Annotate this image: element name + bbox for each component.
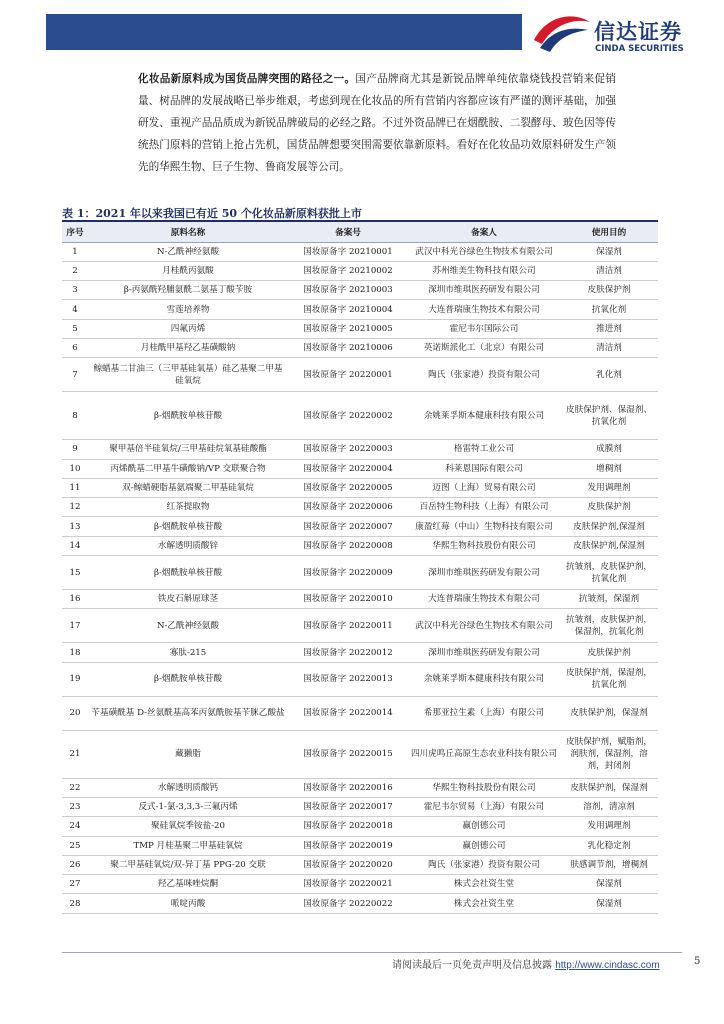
table-row [62, 319, 658, 338]
record-number: 国妆原备字 20220004 [288, 459, 408, 478]
header-cell: 原料名称 [88, 222, 288, 242]
intro-paragraph [138, 68, 616, 178]
row-number: 3 [62, 281, 88, 300]
material-name: 月桂酰甲基羟乙基磺酸钠 [88, 338, 288, 357]
usage-purpose: 发用调理剂 [560, 478, 658, 497]
usage-purpose: 抗皱剂，皮肤保护剂，保湿剂，抗氧化剂 [560, 609, 658, 643]
record-number: 国妆原备字 20220007 [288, 517, 408, 536]
row-number: 12 [62, 498, 88, 517]
row-number: 7 [62, 358, 88, 392]
record-number: 国妆原备字 20220014 [288, 696, 408, 730]
table-row [62, 536, 658, 555]
brand-name-cn: 信达证券 [594, 20, 682, 44]
table-row [62, 281, 658, 300]
applicant: 四川虎鸣丘高原生态农业科技有限公司 [408, 730, 560, 778]
table-row [62, 894, 658, 913]
table-row [62, 730, 658, 778]
record-number: 国妆原备字 20220017 [288, 797, 408, 816]
record-number: 国妆原备字 20220020 [288, 855, 408, 874]
table-row [62, 609, 658, 643]
row-number: 6 [62, 338, 88, 357]
applicant: 武汉中科光谷绿色生物技术有限公司 [408, 609, 560, 643]
material-name: 苄基磺酰基 D-丝氨酰基高苯丙氨酰胺基苄脒乙酸盐 [88, 696, 288, 730]
intro-body: 国产品牌商尤其是新锐品牌单纯依靠烧钱投营销来促销量、树品牌的发展战略已举步维艰，考虑到现在化妆品的所有营销内容都应该有严谨的测评基础，加强研发、重视产品品质成为新锐品牌破局的必经之路。不过外资品牌已在烟酰胺、二裂酵母、玻色因等传统热门原料的营销上抢占先机，国货品牌想要突围需要依靠新原料。看好在化妆品功效原料研发生产领先的华熙生物、巨子生物、鲁商发展等公司。 [138, 73, 617, 173]
record-number: 国妆原备字 20220008 [288, 536, 408, 555]
material-name: 丙烯酰基二甲基牛磺酸钠/VP 交联聚合物 [88, 459, 288, 478]
table-row [62, 440, 658, 459]
record-number: 国妆原备字 20210005 [288, 319, 408, 338]
usage-purpose: 皮肤保护剂 [560, 281, 658, 300]
record-number: 国妆原备字 20220013 [288, 662, 408, 696]
applicant: 迈图（上海）贸易有限公司 [408, 478, 560, 497]
row-number: 10 [62, 459, 88, 478]
usage-purpose: 保湿剂 [560, 242, 658, 261]
usage-purpose: 皮肤保护剂，保湿剂 [560, 696, 658, 730]
material-name: 鲸蜡基二甘油三（三甲基硅氧基）硅乙基聚二甲基硅氧烷 [88, 358, 288, 392]
usage-purpose: 溶剂，清凉剂 [560, 797, 658, 816]
usage-purpose: 皮肤保护剂，保湿剂 [560, 778, 658, 797]
table-caption: 表 1：2021 年以来我国已有近 50 个化妆品新原料获批上市 [62, 207, 362, 220]
row-number: 11 [62, 478, 88, 497]
usage-purpose: 推进剂 [560, 319, 658, 338]
record-number: 国妆原备字 20220006 [288, 498, 408, 517]
record-number: 国妆原备字 20220016 [288, 778, 408, 797]
table-row [62, 590, 658, 609]
material-name: 聚二甲基硅氧烷/双-异丁基 PPG-20 交联 [88, 855, 288, 874]
material-name: 寡肽-215 [88, 643, 288, 662]
row-number: 2 [62, 261, 88, 280]
table-row [62, 517, 658, 536]
record-number: 国妆原备字 20210002 [288, 261, 408, 280]
row-number: 23 [62, 797, 88, 816]
table-row [62, 338, 658, 357]
row-number: 5 [62, 319, 88, 338]
footer-disclaimer: 请阅读最后一页免责声明及信息披露 [392, 960, 552, 971]
row-number: 15 [62, 556, 88, 590]
applicant: 深圳市维琪医药研发有限公司 [408, 556, 560, 590]
material-name: β-烟酰胺单核苷酸 [88, 392, 288, 440]
table-row [62, 817, 658, 836]
material-name: 藏獭脂 [88, 730, 288, 778]
material-name: β-烟酰胺单核苷酸 [88, 662, 288, 696]
usage-purpose: 抗氧化剂 [560, 300, 658, 319]
intro-lead: 化妆品新原料成为国货品牌突围的路径之一。 [138, 73, 356, 85]
row-number: 19 [62, 662, 88, 696]
table-row [62, 392, 658, 440]
footer-text [392, 956, 660, 971]
usage-purpose: 皮肤保护剂，赋脂剂，润肤剂，保湿剂，溶剂，封闭剂 [560, 730, 658, 778]
table-row [62, 696, 658, 730]
applicant: 英诺斯派化工（北京）有限公司 [408, 338, 560, 357]
table-body [62, 242, 658, 913]
row-number: 22 [62, 778, 88, 797]
material-name: 羟乙基咪唑烷酮 [88, 875, 288, 894]
applicant: 大连普瑞康生物技术有限公司 [408, 590, 560, 609]
applicant: 希那亚拉生素（上海）有限公司 [408, 696, 560, 730]
row-number: 9 [62, 440, 88, 459]
row-number: 20 [62, 696, 88, 730]
usage-purpose: 乳化稳定剂 [560, 836, 658, 855]
usage-purpose: 保湿剂 [560, 894, 658, 913]
table-row [62, 242, 658, 261]
header-cell: 使用目的 [560, 222, 658, 242]
row-number: 4 [62, 300, 88, 319]
usage-purpose: 肤感调节剂，增稠剂 [560, 855, 658, 874]
record-number: 国妆原备字 20220009 [288, 556, 408, 590]
record-number: 国妆原备字 20210001 [288, 242, 408, 261]
table-row [62, 778, 658, 797]
usage-purpose: 清洁剂 [560, 261, 658, 280]
applicant: 科莱恩国际有限公司 [408, 459, 560, 478]
table-row [62, 498, 658, 517]
page-number: 5 [694, 956, 701, 967]
applicant: 武汉中科光谷绿色生物技术有限公司 [408, 242, 560, 261]
material-name: 红茶提取物 [88, 498, 288, 517]
applicant: 株式会社资生堂 [408, 875, 560, 894]
material-name: 聚甲基倍半硅氧烷/三甲基硅烷氧基硅酸酯 [88, 440, 288, 459]
applicant: 深圳市维琪医药研发有限公司 [408, 643, 560, 662]
material-name: 雪莲培养物 [88, 300, 288, 319]
applicant: 赢创德公司 [408, 817, 560, 836]
record-number: 国妆原备字 20220021 [288, 875, 408, 894]
row-number: 24 [62, 817, 88, 836]
usage-purpose: 成膜剂 [560, 440, 658, 459]
row-number: 17 [62, 609, 88, 643]
material-name: 四氟丙烯 [88, 319, 288, 338]
table-header-row [62, 222, 658, 242]
table-row [62, 875, 658, 894]
row-number: 26 [62, 855, 88, 874]
record-number: 国妆原备字 20220001 [288, 358, 408, 392]
usage-purpose: 清洁剂 [560, 338, 658, 357]
usage-purpose: 皮肤保护剂、保湿剂、抗氧化剂 [560, 392, 658, 440]
usage-purpose: 乳化剂 [560, 358, 658, 392]
material-name: TMP 月桂基聚二甲基硅氧烷 [88, 836, 288, 855]
material-name: 铁皮石斛原球茎 [88, 590, 288, 609]
brand-logo [530, 10, 716, 54]
table-row [62, 556, 658, 590]
row-number: 8 [62, 392, 88, 440]
raw-materials-table [62, 222, 658, 914]
usage-purpose: 发用调理剂 [560, 817, 658, 836]
table-row [62, 261, 658, 280]
usage-purpose: 皮肤保护剂 [560, 643, 658, 662]
material-name: N-乙酰神经氨酸 [88, 242, 288, 261]
record-number: 国妆原备字 20220005 [288, 478, 408, 497]
row-number: 25 [62, 836, 88, 855]
row-number: 14 [62, 536, 88, 555]
material-name: 聚硅氧烷季铵盐-20 [88, 817, 288, 836]
applicant: 株式会社资生堂 [408, 894, 560, 913]
usage-purpose: 抗皱剂，皮肤保护剂，抗氧化剂 [560, 556, 658, 590]
usage-purpose: 皮肤保护剂,保湿剂 [560, 517, 658, 536]
header-cell: 备案人 [408, 222, 560, 242]
usage-purpose: 皮肤保护剂 [560, 498, 658, 517]
material-name: 水解透明质酸钙 [88, 778, 288, 797]
applicant: 霍尼韦尔国际公司 [408, 319, 560, 338]
row-number: 18 [62, 643, 88, 662]
record-number: 国妆原备字 20220002 [288, 392, 408, 440]
record-number: 国妆原备字 20210006 [288, 338, 408, 357]
row-number: 21 [62, 730, 88, 778]
applicant: 余姚莱孚斯本健康科技有限公司 [408, 392, 560, 440]
table-row [62, 300, 658, 319]
material-name: 双-鲸蜡硬脂基氨端聚二甲基硅氧烷 [88, 478, 288, 497]
table-row [62, 662, 658, 696]
website-link[interactable]: http://www.cindasc.com [555, 960, 660, 971]
record-number: 国妆原备字 20220022 [288, 894, 408, 913]
row-number: 28 [62, 894, 88, 913]
header-cell: 序号 [62, 222, 88, 242]
record-number: 国妆原备字 20220015 [288, 730, 408, 778]
usage-purpose: 保湿剂 [560, 875, 658, 894]
table-row [62, 836, 658, 855]
material-name: β-丙氨酰羟脯氨酰二氨基丁酸苄胺 [88, 281, 288, 300]
material-name: 反式-1-氯-3,3,3-三氟丙烯 [88, 797, 288, 816]
record-number: 国妆原备字 20220018 [288, 817, 408, 836]
record-number: 国妆原备字 20220012 [288, 643, 408, 662]
cinda-logo-icon [530, 10, 592, 54]
applicant: 格雷特工业公司 [408, 440, 560, 459]
record-number: 国妆原备字 20220010 [288, 590, 408, 609]
usage-purpose: 增稠剂 [560, 459, 658, 478]
applicant: 赢创德公司 [408, 836, 560, 855]
applicant: 深圳市维琪医药研发有限公司 [408, 281, 560, 300]
row-number: 1 [62, 242, 88, 261]
applicant: 霍尼韦尔贸易（上海）有限公司 [408, 797, 560, 816]
usage-purpose: 皮肤保护剂，保湿剂，抗氧化剂 [560, 662, 658, 696]
applicant: 陶氏（张家港）投资有限公司 [408, 358, 560, 392]
record-number: 国妆原备字 20220011 [288, 609, 408, 643]
applicant: 陶氏（张家港）投资有限公司 [408, 855, 560, 874]
material-name: β-烟酰胺单核苷酸 [88, 556, 288, 590]
row-number: 13 [62, 517, 88, 536]
header-band [46, 14, 522, 50]
applicant: 苏州维美生物科技有限公司 [408, 261, 560, 280]
applicant: 大连普瑞康生物技术有限公司 [408, 300, 560, 319]
row-number: 27 [62, 875, 88, 894]
record-number: 国妆原备字 20210003 [288, 281, 408, 300]
applicant: 华熙生物科技股份有限公司 [408, 536, 560, 555]
material-name: N-乙酰神经氨酸 [88, 609, 288, 643]
usage-purpose: 抗皱剂，保湿剂 [560, 590, 658, 609]
usage-purpose: 皮肤保护剂,保湿剂 [560, 536, 658, 555]
table-row [62, 643, 658, 662]
material-name: 水解透明质酸锌 [88, 536, 288, 555]
material-name: 月桂酰丙氨酸 [88, 261, 288, 280]
applicant: 华熙生物科技股份有限公司 [408, 778, 560, 797]
applicant: 百岳特生物科技（上海）有限公司 [408, 498, 560, 517]
material-name: 哌啶丙酸 [88, 894, 288, 913]
brand-name-en: CINDA SECURITIES [595, 44, 684, 54]
applicant: 余姚莱孚斯本健康科技有限公司 [408, 662, 560, 696]
table-row [62, 797, 658, 816]
record-number: 国妆原备字 20220003 [288, 440, 408, 459]
table-row [62, 358, 658, 392]
record-number: 国妆原备字 20220019 [288, 836, 408, 855]
table-row [62, 855, 658, 874]
row-number: 16 [62, 590, 88, 609]
header-cell: 备案号 [288, 222, 408, 242]
table-row [62, 478, 658, 497]
record-number: 国妆原备字 20210004 [288, 300, 408, 319]
table-row [62, 459, 658, 478]
footer-rule [62, 952, 682, 953]
applicant: 康盈红莓（中山）生物科技有限公司 [408, 517, 560, 536]
material-name: β-烟酰胺单核苷酸 [88, 517, 288, 536]
